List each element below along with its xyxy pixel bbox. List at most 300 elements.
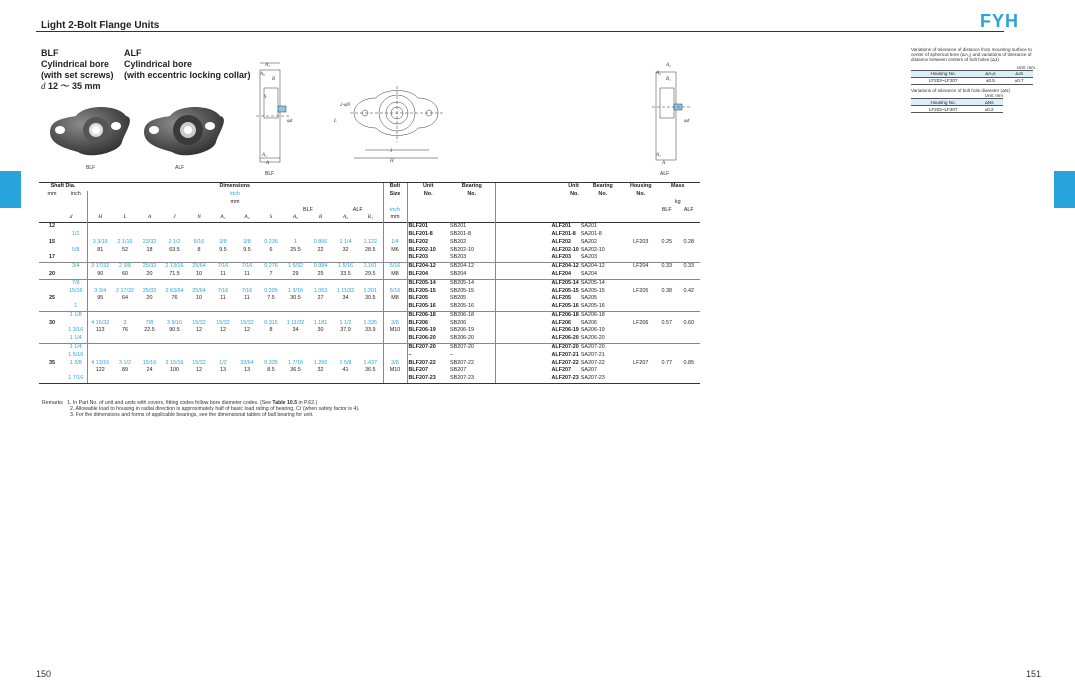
mass-blf (656, 367, 678, 375)
shaft-inch: 15/16 (69, 287, 83, 294)
dim-B (308, 231, 333, 239)
dim-H (87, 279, 113, 287)
alf-line1: Cylindrical bore (124, 59, 193, 69)
label-a1: A₁ (262, 153, 267, 158)
dim-B1 (358, 335, 383, 343)
mass-blf (656, 375, 678, 383)
dim-H (87, 222, 113, 230)
alf-unit-no: ALF206-18 (495, 311, 580, 319)
dim-L (113, 303, 137, 311)
table-row (39, 352, 700, 360)
alf-unit-no: ALF204-12 (495, 262, 580, 270)
bolt-size: 3/8 (383, 360, 407, 368)
dim-A0 (283, 279, 308, 287)
shaft-mm (39, 287, 65, 295)
hdr-S: S (269, 214, 273, 221)
blf-unit-no: BLF205-14 (407, 279, 449, 287)
bolt-size (383, 343, 407, 351)
alf-bearing-no: SA206-18 (580, 311, 626, 319)
dim-N (187, 311, 211, 319)
dim-L: 2 3/8 (113, 262, 137, 270)
table-row (39, 239, 700, 247)
dim-A0 (283, 303, 308, 311)
hdr-bearing-no: No. (467, 190, 477, 197)
dim-B: 0.984 (308, 262, 333, 270)
dim-A (137, 231, 162, 239)
dim-A (137, 279, 162, 287)
blf-bearing-no: SB204-12 (449, 262, 495, 270)
blf-unit-no: BLF206 (407, 320, 449, 328)
unit-label-1: Unit: mm (1016, 64, 1035, 70)
mass-blf (656, 335, 678, 343)
product-photos (44, 100, 254, 162)
dim-A0b: 32 (342, 246, 349, 253)
blf-unit-no: BLF207 (407, 367, 449, 375)
dim-J (162, 279, 187, 287)
dim-A2 (235, 254, 259, 262)
shaft-inch (65, 295, 87, 303)
dim-A: 7/8 (145, 319, 154, 326)
hdr-size: Size (383, 191, 407, 199)
dim-B1: 33.9 (365, 327, 376, 334)
dim-L: 2 1/16 (117, 238, 133, 245)
dim-B: 30 (317, 327, 324, 334)
dim-N (187, 343, 211, 351)
dim-B1: 36.5 (365, 367, 376, 374)
housing-no (626, 335, 656, 343)
dim-A0b (333, 303, 358, 311)
dim-A2 (235, 375, 259, 383)
shaft-inch (65, 271, 87, 279)
dim-A2 (235, 352, 259, 360)
hdr-dim-mm: mm (87, 199, 383, 207)
dim-J (162, 231, 187, 239)
bolt-size: M10 (383, 367, 407, 375)
blf-bearing-no: SB202-10 (450, 246, 474, 253)
mass-alf (678, 343, 700, 351)
hdr-H: H (87, 214, 113, 222)
dim-N: 10 (196, 295, 202, 302)
blf-unit-no: BLF204 (407, 271, 449, 279)
dim-B: 32 (317, 367, 324, 374)
blf-bearing-no: SB203 (450, 254, 467, 261)
alf-technical-drawing (648, 60, 698, 168)
dim-H (87, 231, 113, 239)
alf-bearing-no: SA204-12 (580, 262, 626, 270)
dim-A1: 7/16 (211, 262, 235, 270)
blf-front-view (350, 86, 444, 158)
dim-J: 2 1/2 (168, 238, 181, 245)
alf-bearing-no: SA201-8 (580, 230, 602, 237)
housing-no (626, 375, 656, 383)
alf-unit-no: ALF207-23 (495, 375, 580, 383)
blf-bearing-no: SB206-20 (450, 335, 474, 342)
dim-A0: 34 (292, 327, 299, 334)
housing-no: LF204 (626, 262, 656, 270)
housing-no (626, 311, 656, 319)
hdr-blf-group: BLF (303, 206, 313, 213)
bolt-size: 1/4 (383, 239, 407, 247)
dim-B: 1.063 (313, 287, 328, 294)
dim-B (308, 375, 333, 383)
dim-B1: 1.335 (363, 319, 377, 326)
dim-B: 27 (317, 295, 324, 302)
dim-B1: 1.201 (363, 287, 377, 294)
table-row (39, 295, 700, 303)
table-row (39, 303, 700, 311)
dim-H: 4 15/32 (87, 320, 113, 328)
dim-L (113, 279, 137, 287)
dim-A0 (283, 222, 308, 230)
dim-L: 3 1/2 (119, 359, 131, 366)
alf-bearing-no: SA206-19 (580, 327, 605, 334)
shaft-mm: 12 (39, 222, 65, 230)
hdr-alf-group: ALF (352, 206, 363, 213)
alf-unit-no: ALF205-16 (495, 303, 580, 311)
dim-B1 (358, 222, 383, 230)
mass-alf (678, 279, 700, 287)
dim-A2: 7/16 (235, 262, 259, 270)
mass-blf (656, 271, 678, 279)
dim-J: 2 63/64 (165, 287, 184, 294)
dim-J: 2 13/16 (162, 262, 187, 270)
hdr-B1: B₁ (367, 214, 373, 221)
alf-photo (144, 107, 224, 155)
dim-A: 25/32 (137, 262, 162, 270)
dim-A0b: 37.9 (340, 327, 351, 334)
alf-bearing-no: SA207-21 (580, 351, 605, 358)
dim-A0 (283, 343, 308, 351)
dim-S (259, 254, 283, 262)
dim-L (113, 335, 137, 343)
remark-3: 3. For the dimensions and forms of applicable bearings, see the dimensional tables of ball bearing for unit. (70, 412, 314, 418)
bolt-size: M8 (383, 271, 407, 279)
blf-unit-no: BLF203 (407, 254, 449, 262)
bolt-size (383, 222, 407, 230)
shaft-mm: 17 (49, 254, 55, 261)
dim-J (162, 343, 187, 351)
dim-H: 4 13/16 (87, 360, 113, 368)
label-j: J (390, 149, 393, 154)
blf-bearing-no: SB205 (450, 295, 467, 302)
dim-A1: 12 (220, 327, 226, 334)
dim-J: 3 9/16 (167, 319, 182, 326)
alf-unit-no: ALF205 (495, 295, 580, 303)
hdr-d: d (69, 214, 73, 221)
hdr-kg: kg (674, 198, 681, 205)
dim-A2 (235, 222, 259, 230)
table-row (39, 262, 700, 270)
dim-N (187, 335, 211, 343)
dim-L (113, 343, 137, 351)
table-row (39, 279, 700, 287)
bolt-size (383, 279, 407, 287)
dim-A (137, 311, 162, 319)
housing-no (626, 343, 656, 351)
mass-alf (678, 231, 700, 239)
alf-bearing-no: SA203 (580, 254, 597, 261)
housing-no: LF205 (633, 287, 649, 294)
right-index-tab (1054, 171, 1075, 208)
shaft-inch: 1 1/4 (65, 343, 87, 351)
dim-L (113, 311, 137, 319)
dim-J: 63.5 (169, 246, 180, 253)
shaft-inch: 7/8 (65, 279, 87, 287)
dim-A2: 11 (244, 295, 250, 302)
hdr-mass-blf: BLF (661, 206, 672, 213)
dim-H: 3 3/16 (87, 239, 113, 247)
blf-bearing-no: SB206 (450, 319, 467, 326)
tol2-c0: LF203~LF207 (911, 106, 975, 113)
alf-unit-no: ALF202 (495, 239, 580, 247)
dim-A0b: 1 1/4 (339, 238, 352, 245)
mass-alf (678, 222, 700, 230)
dim-N: 12 (196, 367, 202, 374)
alf-bearing-no: SA206 (580, 319, 597, 326)
shaft-inch (65, 222, 87, 230)
alf-label-a0: A₀ (656, 71, 661, 76)
shaft-inch: 1/2 (72, 230, 80, 237)
label-h: H (390, 159, 394, 164)
alf-heading (124, 48, 251, 81)
dim-S (259, 343, 283, 351)
dim-A0 (283, 231, 308, 239)
dim-A1: 9.5 (219, 246, 227, 253)
dim-A0: 1 (294, 238, 297, 245)
housing-no (626, 231, 656, 239)
label-s: S (264, 95, 267, 100)
mass-alf: 0.42 (683, 287, 695, 294)
mass-alf: 0.28 (683, 238, 695, 245)
left-index-tab (0, 171, 21, 208)
hdr-A: A (147, 214, 152, 221)
dim-H (87, 303, 113, 311)
blf-unit-no: BLF202-10 (407, 246, 449, 254)
mass-alf (678, 254, 700, 262)
hdr-dim-inch: inch (87, 191, 383, 199)
bolt-size (383, 335, 407, 343)
mass-blf (656, 246, 678, 254)
blf-bearing-no: SB206-19 (450, 327, 474, 334)
alf-unit-no: ALF202-10 (495, 246, 580, 254)
dim-A0: 25.5 (290, 246, 301, 253)
hdr-bolt-mm: mm (383, 214, 407, 222)
dim-B (308, 352, 333, 360)
dim-S: 0.315 (264, 319, 278, 326)
alf-bearing-no: SA207-22 (580, 359, 605, 366)
dim-A2 (235, 343, 259, 351)
dim-S (259, 352, 283, 360)
alf-unit-no: ALF205-14 (495, 279, 580, 287)
dim-N (187, 303, 211, 311)
shaft-inch: 1 1/4 (69, 335, 82, 342)
blf-unit-no: BLF205-15 (407, 287, 449, 295)
blf-unit-no: BLF206-20 (407, 335, 449, 343)
remark-1c: in P.62.) (297, 400, 318, 406)
dim-A1: 15/32 (216, 319, 230, 326)
dim-N: 10 (196, 270, 202, 277)
blf-unit-no: – (407, 352, 449, 360)
table-row (39, 246, 700, 254)
dim-A0: 36.5 (290, 367, 301, 374)
dim-S (259, 303, 283, 311)
dim-A0: 1 5/32 (283, 262, 308, 270)
mass-alf (678, 335, 700, 343)
hdr-no: No. (407, 191, 449, 199)
bolt-size (383, 375, 407, 383)
dim-B1: 28.5 (365, 246, 376, 253)
dim-H: 3 17/32 (87, 262, 113, 270)
blf-bearing-no: SB206-18 (449, 311, 495, 319)
shaft-mm: 20 (49, 270, 55, 277)
dim-B (308, 279, 333, 287)
housing-no: LF203 (633, 238, 649, 245)
mass-blf (656, 295, 678, 303)
alf-label-a1: A₁ (656, 153, 661, 158)
alf-bearing-no: SA202 (580, 238, 597, 245)
blf-unit-no: BLF206-18 (407, 311, 449, 319)
dim-A1: 13 (220, 367, 226, 374)
dim-A0b (333, 375, 358, 383)
blf-bearing-no: SB207-22 (450, 359, 474, 366)
blf-bearing-no: SB205-14 (449, 279, 495, 287)
mass-blf (656, 311, 678, 319)
table-row (39, 287, 700, 295)
alf-unit-no: ALF207 (495, 367, 580, 375)
dim-L (113, 352, 137, 360)
mass-alf: 0.60 (683, 319, 695, 326)
dim-S (259, 375, 283, 383)
dim-B: 1.260 (313, 359, 328, 366)
dim-S (259, 231, 283, 239)
shaft-inch (65, 320, 87, 328)
hdr-J: J (173, 214, 176, 221)
dim-N: 15/32 (192, 319, 206, 326)
dim-N (187, 375, 211, 383)
dim-A2: 11 (244, 270, 250, 277)
mass-blf (656, 343, 678, 351)
unit-label-2: Unit: mm (984, 93, 1003, 99)
shaft-mm (39, 262, 65, 270)
dim-L: 2 17/32 (116, 287, 134, 294)
tol1-h0: Housing No. (911, 70, 975, 77)
mass-blf: 0.57 (661, 319, 673, 326)
dim-J: 100 (170, 367, 179, 374)
alf-label-b1: B₁ (666, 77, 671, 82)
dim-H: 90 (87, 271, 113, 279)
d-range-value: 12 ～ 35 mm (48, 81, 101, 91)
dim-H (87, 343, 113, 351)
caption-alf-drawing: ALF (660, 171, 670, 177)
alf-unit-no: ALF204 (495, 271, 580, 279)
dim-A2 (235, 311, 259, 319)
dim-B1 (358, 343, 383, 351)
hdr-unit: Unit (407, 183, 449, 191)
dim-A: 24 (146, 367, 153, 374)
alf-label-a: A (662, 161, 666, 166)
dim-B1 (358, 352, 383, 360)
dim-A0b: 1 1/2 (339, 319, 352, 326)
remarks-label: Remarks (42, 400, 63, 406)
dim-H (87, 254, 113, 262)
dim-A0b: 1 5/16 (333, 262, 358, 270)
dim-L: 76 (122, 327, 128, 334)
dim-H: 122 (87, 367, 113, 375)
dim-L (113, 375, 137, 383)
shaft-mm (39, 343, 65, 351)
alf-unit-no: ALF207-22 (495, 360, 580, 368)
hdr-N: N (197, 214, 201, 221)
blf-bearing-no: – (450, 351, 453, 358)
dim-N (187, 231, 211, 239)
dim-N (187, 352, 211, 360)
shaft-mm (39, 375, 65, 383)
hdr-inch: inch (70, 190, 81, 197)
dim-B (308, 335, 333, 343)
table-row (39, 222, 700, 230)
page-number-right: 151 (1026, 669, 1042, 679)
dim-A2: 3/8 (243, 238, 251, 245)
table-row (39, 327, 700, 335)
dim-J (162, 254, 187, 262)
alf-unit-no: ALF206-20 (495, 335, 580, 343)
label-a0: A₀ (260, 72, 265, 77)
alf-unit-no: ALF207-21 (495, 352, 580, 360)
alf-bearing-no: SA205-16 (580, 303, 605, 310)
dim-J (162, 222, 187, 230)
dim-A1 (211, 375, 235, 383)
mass-blf (656, 254, 678, 262)
shaft-inch: 1 1/8 (65, 311, 87, 319)
alf-unit-no: ALF201 (495, 222, 580, 230)
dim-A1: 11 (220, 270, 226, 277)
blf-unit-no: BLF201 (407, 222, 449, 230)
dim-L: 60 (122, 270, 128, 277)
dim-N: 25/64 (187, 262, 211, 270)
dim-A (137, 222, 162, 230)
alf-line2: (with eccentric locking collar) (124, 70, 251, 80)
shaft-mm (39, 246, 65, 254)
shaft-mm (39, 327, 65, 335)
blf-line1: Cylindrical bore (41, 59, 110, 69)
dim-A0b (333, 335, 358, 343)
alf-bearing-no: SA204 (580, 270, 597, 277)
blf-bearing-no: SB202 (450, 238, 467, 245)
tolerance-table-1 (911, 70, 1033, 85)
dim-A0 (283, 311, 308, 319)
alf-unit-no: ALF201-8 (495, 231, 580, 239)
hdr-bolt-inch: inch (383, 206, 407, 214)
page-title: Light 2-Bolt Flange Units (41, 20, 160, 31)
alf-label-phid: φd (684, 119, 690, 124)
dim-A0b: 41 (342, 367, 349, 374)
dim-A0 (283, 335, 308, 343)
bolt-size: 5/16 (383, 287, 407, 295)
dim-N (187, 279, 211, 287)
shaft-inch: 1 (74, 303, 78, 310)
label-a: A (266, 161, 270, 166)
blf-photo (50, 107, 130, 155)
caption-blf-drawing: BLF (265, 171, 275, 177)
dim-L: 89 (122, 367, 128, 374)
tolerance-notes (911, 47, 1035, 113)
hdr-mm: mm (47, 190, 57, 197)
mass-alf (678, 311, 700, 319)
hdr-unit2: Unit (495, 183, 580, 191)
blf-heading (41, 48, 114, 92)
bolt-size: M8 (383, 295, 407, 303)
remark-1-table-ref: Table 10.5 (272, 400, 298, 406)
